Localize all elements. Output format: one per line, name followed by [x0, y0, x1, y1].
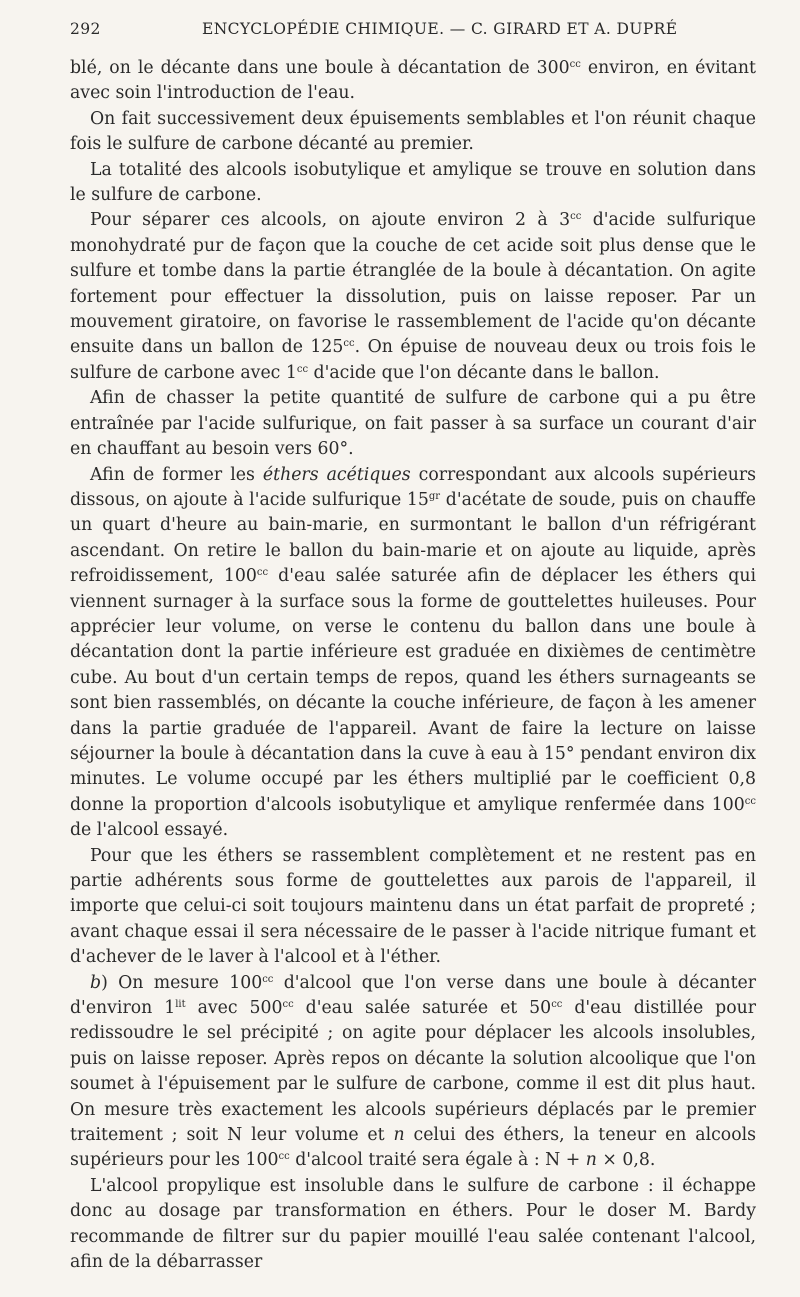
page-number: 292 [70, 20, 101, 38]
paragraph-7: Pour que les éthers se rassemblent complètement et ne restent pas en partie adhérents sous forme de gouttelettes aux parois de l'appareil, il importe que celui-ci soit toujours maintenu dans un état parfait de propreté ; avant chaque essai il sera nécessaire de le passer à l'acide nitrique fumant et d'achever de le laver à l'alcool et à l'éther. [70, 845, 756, 968]
running-header [70, 20, 756, 44]
paragraph-1: blé, on le décante dans une boule à décantation de $300^{cc}$ environ, en évitant avec soin l'introduction de l'eau. [70, 58, 756, 104]
paragraph-9: L'alcool propylique est insoluble dans le sulfure de carbone : il échappe donc au dosage par transformation en éthers. Pour le doser M. Bardy recommande de filtrer sur du papier mouillé l'eau salée contenant l'alcool, afin de la débarrasser [70, 1175, 756, 1273]
paragraph-5: Afin de chasser la petite quantité de sulfure de carbone qui a pu être entraînée par l'acide sulfurique, on fait passer à sa surface un courant d'air en chauffant au besoin vers 60°. [70, 388, 756, 460]
page-body [70, 56, 756, 1276]
paragraph-8: b) On mesure $100^{cc}$ d'alcool que l'on verse dans une boule à décanter d'environ $1^{lit}$ avec $500^{cc}$ d'eau salée saturée et $50^{cc}$ d'eau distillée pour redissoudre le sel précipité ; on agite pour déplacer les alcools insolubles, puis on laisse reposer. Après repos on décante la solution alcoolique que l'on soumet à l'épuisement par le sulfure de carbone, comme il est dit plus haut. On mesure très exactement les alcools supérieurs déplacés par le premier traitement ; soit N leur volume et n celui des éthers, la teneur en alcools supérieurs pour les $100^{cc}$ d'alcool traité sera égale à : N + n × 0,8. [70, 972, 757, 1171]
paragraph-2: On fait successivement deux épuisements semblables et l'on réunit chaque fois le sulfure de carbone décanté au premier. [70, 108, 756, 155]
paragraph-6: Afin de former les éthers acétiques correspondant aux alcools supérieurs dissous, on ajoute à l'acide sulfurique $15^{gr}$ d'acétate de soude, puis on chauffe un quart d'heure au bain-marie, en surmontant le ballon d'un réfrigérant ascendant. On retire le ballon du bain-marie et on ajoute au liquide, après refroidissement, $100^{cc}$ d'eau salée saturée afin de déplacer les éthers qui viennent surnager à la surface sous la forme de gouttelettes huileuses. Pour apprécier leur volume, on verse le contenu du ballon dans une boule à décantation dont la partie inférieure est graduée en dixièmes de centimètre cube. Au bout d'un certain temps de repos, quand les éthers surnageants se sont bien rassemblés, on décante la couche inférieure, de façon à les amener dans la partie graduée de l'appareil. Avant de faire la lecture on laisse séjourner la boule à décantation dans la cuve à eau à 15° pendant environ dix minutes. Le volume occupé par les éthers multiplié par le coefficient 0,8 donne la proportion d'alcools isobutylique et amylique renfermée dans $100^{cc}$ de l'alcool essayé. [70, 464, 757, 841]
paragraph-4: Pour séparer ces alcools, on ajoute environ 2 à $3^{cc}$ d'acide sulfurique monohydraté pur de façon que la couche de cet acide soit plus dense que le sulfure et tombe dans la partie étranglée de la boule à décantation. On agite fortement pour effectuer la dissolution, puis on laisse reposer. Par un mouvement giratoire, on favorise le rassemblement de l'acide qu'on décante ensuite dans un ballon de $125^{cc}$. On épuise de nouveau deux ou trois fois le sulfure de carbone avec $1^{cc}$ d'acide que l'on décante dans le ballon. [70, 210, 756, 383]
paragraph-3: La totalité des alcools isobutylique et amylique se trouve en solution dans le sulfure de carbone. [70, 159, 756, 206]
running-title: ENCYCLOPÉDIE CHIMIQUE. — C. GIRARD ET A. DUPRÉ [202, 20, 678, 38]
